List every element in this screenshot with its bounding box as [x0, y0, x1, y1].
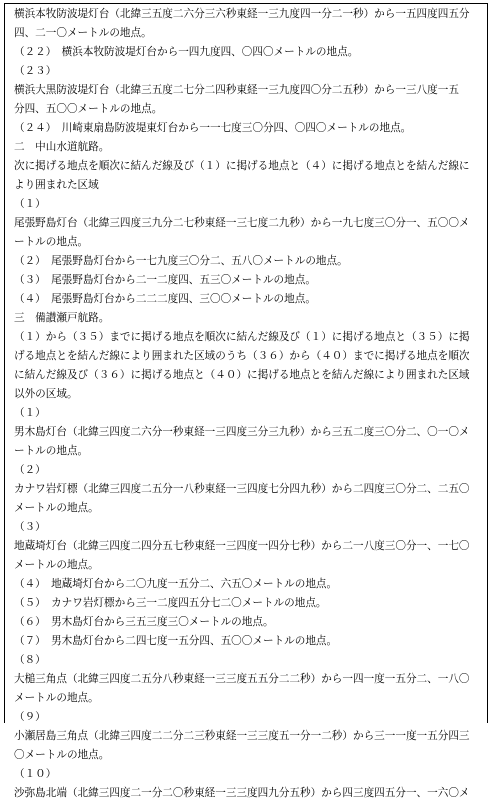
text-line: （４） 地蔵埼灯台から二〇九度一五分二、六五〇メートルの地点。 [14, 578, 338, 590]
text-line: （２３） [14, 65, 57, 77]
text-line: （２） 尾張野島灯台から一七九度三〇分二、五八〇メートルの地点。 [14, 255, 348, 267]
text-line: メートルの地点。 [14, 502, 99, 514]
text-line: （７） 男木島灯台から二四七度一五分四、五〇〇メートルの地点。 [14, 635, 338, 647]
text-line: 分四、五〇〇メートルの地点。 [14, 103, 163, 115]
section-heading: 三 備讃瀬戸航路。 [14, 312, 110, 324]
text-line: メートルの地点。 [14, 559, 99, 571]
text-line: （４） 尾張野島灯台から二二二度四、三〇〇メートルの地点。 [14, 293, 316, 305]
text-line: メートルの地点。 [14, 692, 99, 704]
text-line: カナワ岩灯標（北緯三四度二五分一八秒東経一三四度七分四九秒）から二四度三〇分二、二五〇 [14, 483, 470, 495]
text-line: に結んだ線及び（３６）に掲げる地点と（４０）に掲げる地点とを結んだ線により囲まれた区域 [14, 369, 470, 381]
text-line: （１０） [14, 768, 57, 780]
text-line: 男木島灯台（北緯三四度二六分一秒東経一三四度三分三九秒）から三五二度三〇分二、〇一〇メ [14, 426, 470, 438]
text-line: 次に掲げる地点を順次に結んだ線及び（１）に掲げる地点と（４）に掲げる地点とを結んだ線に [14, 160, 470, 172]
document-page [4, 3, 488, 799]
text-line: （２２） 横浜本牧防波堤灯台から一四九度四、〇四〇メートルの地点。 [14, 46, 359, 58]
text-line: 横浜本牧防波堤灯台（北緯三五度二六分三六秒東経一三九度四一分二一秒）から一五四度四五分 [14, 8, 470, 20]
text-line: （１） [14, 198, 46, 210]
text-line: （３） 尾張野島灯台から二一二度四、五三〇メートルの地点。 [14, 274, 316, 286]
text-line: 四、二一〇メートルの地点。 [14, 27, 152, 39]
text-line: 〇メートルの地点。 [14, 749, 110, 761]
text-line: 沙弥島北端（北緯三四度二一分二〇秒東経一三三度四九分五秒）から四三度四五分一、一六〇メ [14, 787, 470, 799]
text-line: 地蔵埼灯台（北緯三四度二四分五七秒東経一三四度一四分七秒）から二一八度三〇分一、一七〇 [14, 540, 470, 552]
text-line: （１）から（３５）までに掲げる地点を順次に結んだ線及び（１）に掲げる地点と（３５）に掲 [14, 331, 470, 343]
text-line: ートルの地点。 [14, 445, 89, 457]
text-line: 以外の区域。 [14, 388, 78, 400]
text-line: （８） [14, 654, 46, 666]
text-line: （６） 男木島灯台から三五三度三〇メートルの地点。 [14, 616, 274, 628]
text-line: （５） カナワ岩灯標から三一二度四五分七二〇メートルの地点。 [14, 597, 327, 609]
text-line: ートルの地点。 [14, 236, 89, 248]
text-line: げる地点とを結んだ線により囲まれた区域のうち（３６）から（４０）までに掲げる地点を順次 [14, 350, 470, 362]
text-line: （３） [14, 521, 46, 533]
text-line: （１） [14, 407, 46, 419]
text-line: 横浜大黒防波堤灯台（北緯三五度二七分二四秒東経一三九度四〇分二五秒）から一三八度一五 [14, 84, 459, 96]
text-line: 尾張野島灯台（北緯三四度三九分二七秒東経一三七度二九秒）から一九七度三〇分一、五〇〇メ [14, 217, 470, 229]
text-line: 大槌三角点（北緯三四度二五分八秒東経一三三度五五分二二秒）から一四一度一五分二、一八〇 [14, 673, 470, 685]
section-heading: 二 中山水道航路。 [14, 141, 110, 153]
text-line: （９） [14, 711, 46, 723]
text-line: （２４） 川崎東扇島防波堤東灯台から一一七度三〇分四、〇四〇メートルの地点。 [14, 122, 412, 134]
text-line: 小瀬居島三角点（北緯三四度二二分二三秒東経一三三度五一分一二秒）から三一一度一五分四三 [14, 730, 470, 742]
text-line: より囲まれた区域 [14, 179, 99, 191]
text-line: （２） [14, 464, 46, 476]
